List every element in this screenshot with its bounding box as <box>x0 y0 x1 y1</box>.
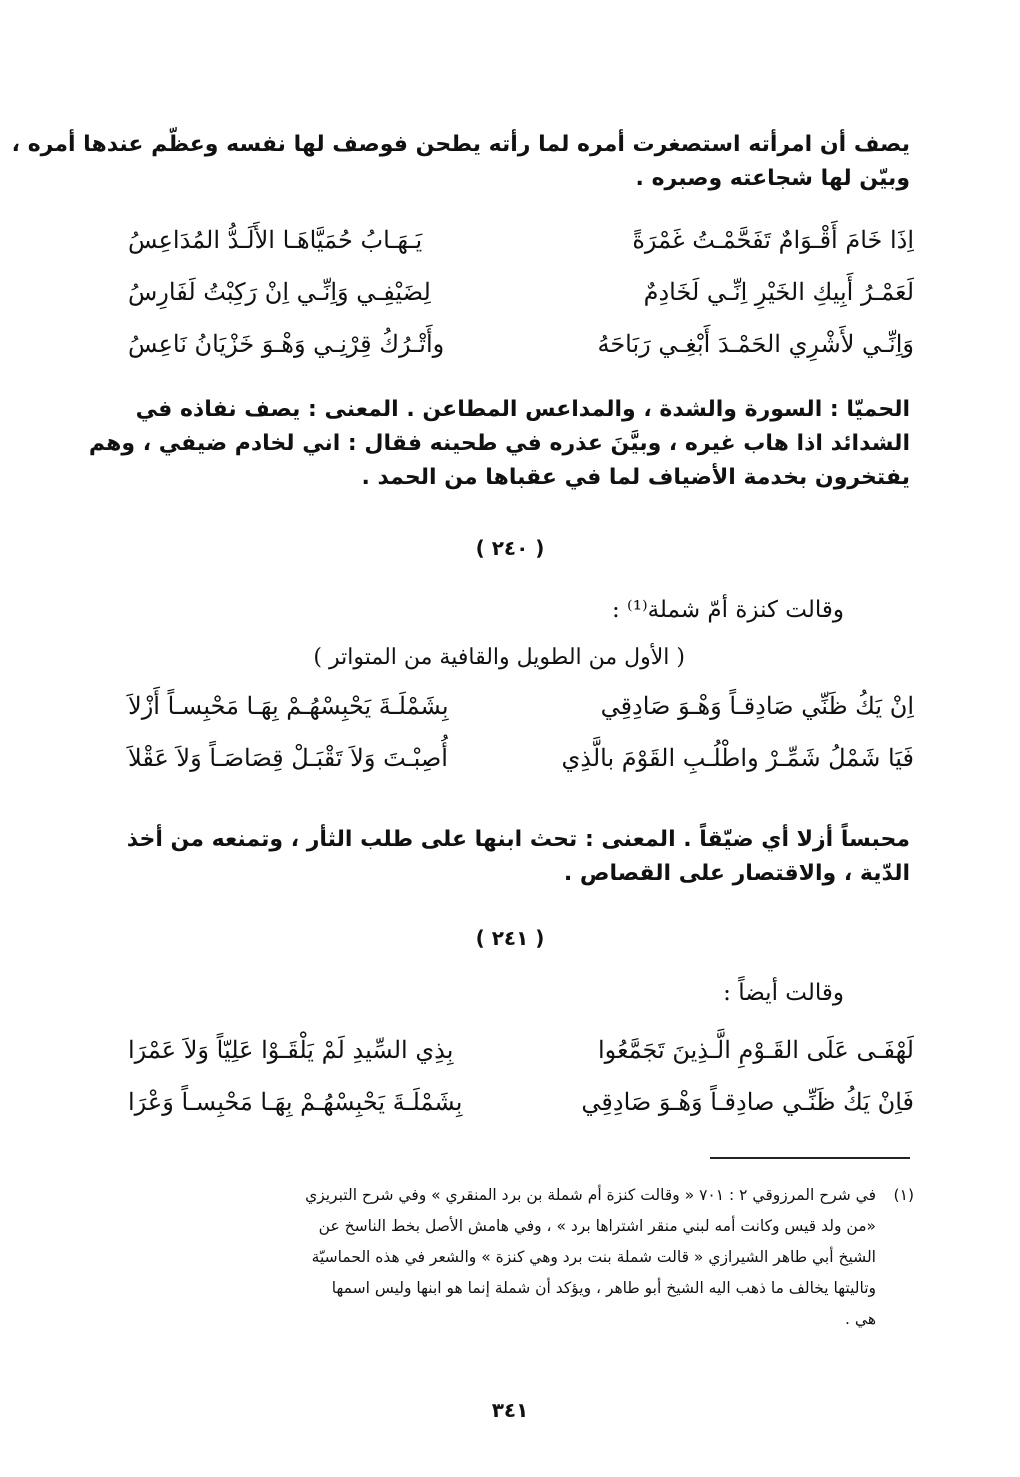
footnote-body <box>162 1180 876 1335</box>
first-hemistich: فَاِنْ يَكُ ظَنِّـي صادِقـاً وَهْـوَ صَادِقِي <box>581 1088 914 1116</box>
first-hemistich: لَعَمْـرُ أَبِيكِ الخَيْرِ اِنِّـي لَخَادِمٌ <box>643 278 914 306</box>
first-hemistich: لَهْفَـى عَلَى القَـوْمِ الَّـذِينَ تَجَمَّعُوا <box>598 1036 914 1064</box>
paragraph-line: محبساً أزلا أي ضيّقاً . المعنى : تحث ابنها على طلب الثأر ، وتمنعه من أخذ <box>126 827 910 852</box>
footnote-divider <box>710 1157 910 1159</box>
poem-1 <box>128 226 914 382</box>
paragraph-line: يفتخرون بخدمة الأضياف لما في عقباها من الحمد . <box>361 465 910 490</box>
footnote <box>162 1180 914 1335</box>
verse <box>128 226 914 278</box>
first-hemistich: فَيَا شَمْلُ شَمِّـرْ واطْلُـبِ القَوْمَ بالَّذِي <box>561 744 914 772</box>
second-hemistich: أُصِبْـتَ وَلاَ تَقْبَـلْ قِصَاصَـاً وَلاَ عَقْلاَ <box>128 744 448 772</box>
second-hemistich: وأَتْـرُكُ قِرْنِـي وَهْـوَ خَزْيَانُ نَاعِسُ <box>128 330 445 358</box>
second-hemistich: بِذِي السِّيدِ لَمْ يَلْقَـوْا عَلِيّاً وَلاَ عَمْرَا <box>128 1036 454 1064</box>
second-hemistich: يَـهَـابُ حُمَيَّاهَـا الأَلَـدُّ المُدَاعِسُ <box>128 226 423 254</box>
first-hemistich: اِنْ يَكُ ظَنِّي صَادِقـاً وَهْـوَ صَادِقِي <box>600 692 914 720</box>
verse <box>128 1088 914 1140</box>
paragraph-line: وبيّن لها شجاعته وصبره . <box>635 166 910 191</box>
verse <box>128 744 914 796</box>
meter-note-240: ( الأول من الطويل والقافية من المتواتر ) <box>313 645 685 670</box>
verse <box>128 1036 914 1088</box>
footnote-line: هي . <box>845 1310 876 1328</box>
page-number: ٣٤١ <box>491 1398 529 1422</box>
commentary-1 <box>88 393 910 495</box>
verse <box>128 330 914 382</box>
footnote-line: وتاليتها يخالف ما ذهب اليه الشيخ أبو طاهر ، ويؤكد أن شملة إنما هو ابنها وليس اسمها <box>331 1279 876 1297</box>
verse <box>128 692 914 744</box>
first-hemistich: وَاِنِّـي لأَشْرِي الحَمْـدَ أَبْغِـي رَبَاحَهُ <box>597 330 914 358</box>
first-hemistich: اِذَا خَامَ أَقْـوَامٌ تَفَحَّمْـتُ غَمْرَةً <box>632 226 914 254</box>
verse <box>128 278 914 330</box>
poem-3 <box>128 1036 914 1140</box>
second-hemistich: بِشَمْلَـةَ يَحْبِسْهُـمْ بِهَـا مَحْبِسـاً أَزْلاَ <box>128 692 449 720</box>
second-hemistich: بِشَمْلَـةَ يَحْبِسْهُـمْ بِهَـا مَحْبِسـاً وَعْرَا <box>128 1088 463 1116</box>
paragraph-line: الدّية ، والاقتصار على القصاص . <box>563 861 910 886</box>
section-intro-240: وقالت كنزة أمّ شملة⁽¹⁾ : <box>611 597 844 623</box>
section-intro-241: وقالت أيضاً : <box>723 980 844 1006</box>
paragraph-line: الشدائد اذا هاب غيره ، وبيَّنَ عذره في طحينه فقال : اني لخادم ضيفي ، وهم <box>88 431 910 456</box>
footnote-marker: (١) <box>893 1186 914 1204</box>
commentary-2 <box>126 823 910 891</box>
paragraph-line: الحميّا : السورة والشدة ، والمداعس المطاعن . المعنى : يصف نفاذه في <box>135 397 910 422</box>
footnote-line: الشيخ أبي طاهر الشيرازي « قالت شملة بنت برد وهي كنزة » والشعر في هذه الحماسيّة <box>311 1248 876 1266</box>
paragraph-line: يصف أن امرأته استصغرت أمره لما رأته يطحن فوصف لها نفسه وعظّم عندها أمره ، <box>11 132 910 157</box>
section-number-240: ( ٢٤٠ ) <box>475 536 545 560</box>
footnote-line: «من ولد قيس وكانت أمه لبني منقر اشتراها برد » ، وفي هامش الأصل بخط الناسخ عن <box>318 1217 876 1235</box>
footnote-line: في شرح المرزوقي ٢ : ٧٠١ « وقالت كنزة أم شملة بن برد المنقري » وفي شرح التبريزي <box>305 1186 876 1204</box>
second-hemistich: لِضَيْفِـي وَاِنِّـي اِنْ رَكِبْتُ لَفَارِسُ <box>128 278 431 306</box>
poem-2 <box>128 692 914 796</box>
intro-paragraph <box>11 128 910 196</box>
section-number-241: ( ٢٤١ ) <box>475 926 545 950</box>
